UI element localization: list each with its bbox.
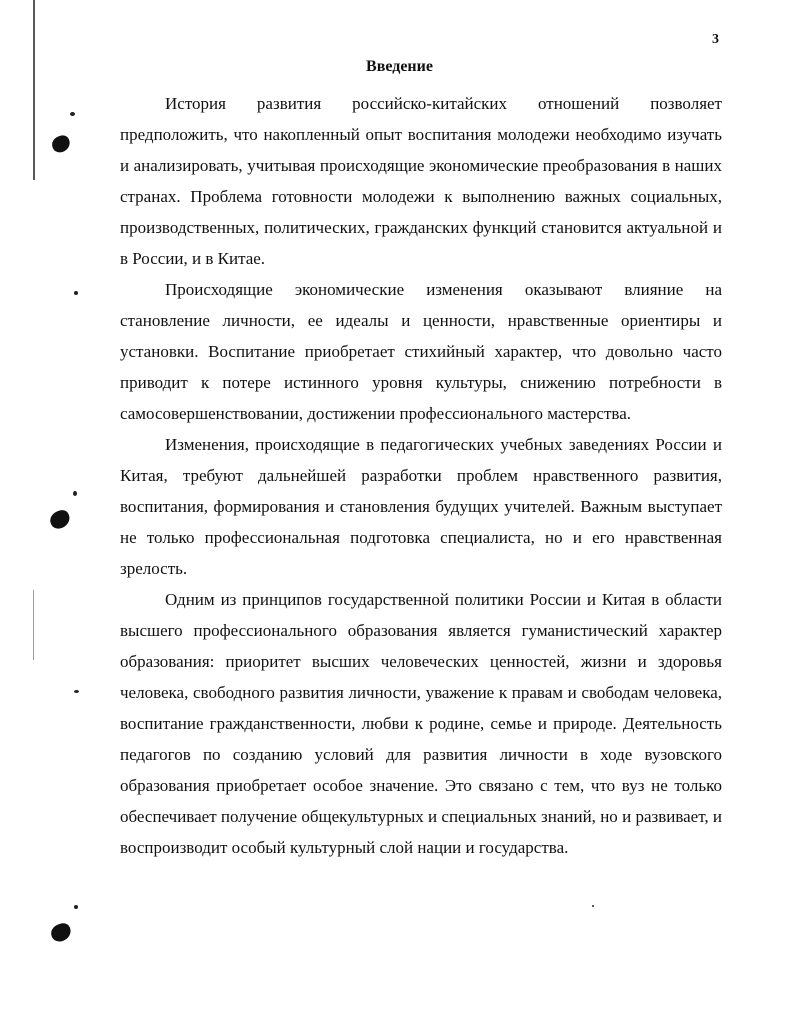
scan-blot [47, 508, 72, 532]
scan-edge-line-lower [33, 590, 34, 660]
paragraph: Изменения, происходящие в педагогических учебных заведениях России и Китая, требуют дальнейшей разработки проблем нравственного развития, воспитания, формирования и становления будущих учителей. Важным выступает не только профессиональная подготовка специалиста, но и его нравственная зрелость. [120, 435, 722, 578]
scan-blot [70, 112, 75, 116]
body-text [120, 88, 722, 863]
scan-edge-line [33, 0, 35, 180]
scan-blot [74, 690, 79, 693]
page-title: Введение [366, 58, 433, 75]
scan-blot [73, 491, 77, 496]
scan-blot [49, 921, 74, 944]
scan-blot [74, 291, 78, 295]
page-number: 3 [712, 32, 719, 47]
paragraph: Одним из принципов государственной политики России и Китая в области высшего профессионального образования является гуманистический характер образования: приоритет высших человеческих ценностей, жизни и здоровья человека, свободного развития личности, уважение к правам и свободам человека, воспитание гражданственности, любви к родине, семье и природе. Деятельность педагогов по созданию условий для развития личности в ходе вузовского образования приобретает особое значение. Это связано с тем, что вуз не только обеспечивает получение общекультурных и специальных знаний, но и развивает, и воспроизводит особый культурный слой нации и государства. [120, 590, 722, 857]
scan-speck [592, 905, 594, 907]
scan-blot [50, 133, 72, 154]
paragraph: Происходящие экономические изменения оказывают влияние на становление личности, ее идеалы и ценности, нравственные ориентиры и установки. Воспитание приобретает стихийный характер, что довольно часто приводит к потере истинного уровня культуры, снижению потребности в самосовершенствовании, достижении профессионального мастерства. [120, 280, 722, 423]
scan-blot [74, 905, 78, 909]
paragraph: История развития российско-китайских отношений позволяет предположить, что накопленный опыт воспитания молодежи необходимо изучать и анализировать, учитывая происходящие экономические преобразования в наших странах. Проблема готовности молодежи к выполнению важных социальных, производственных, политических, гражданских функций становится актуальной и в России, и в Китае. [120, 94, 722, 268]
